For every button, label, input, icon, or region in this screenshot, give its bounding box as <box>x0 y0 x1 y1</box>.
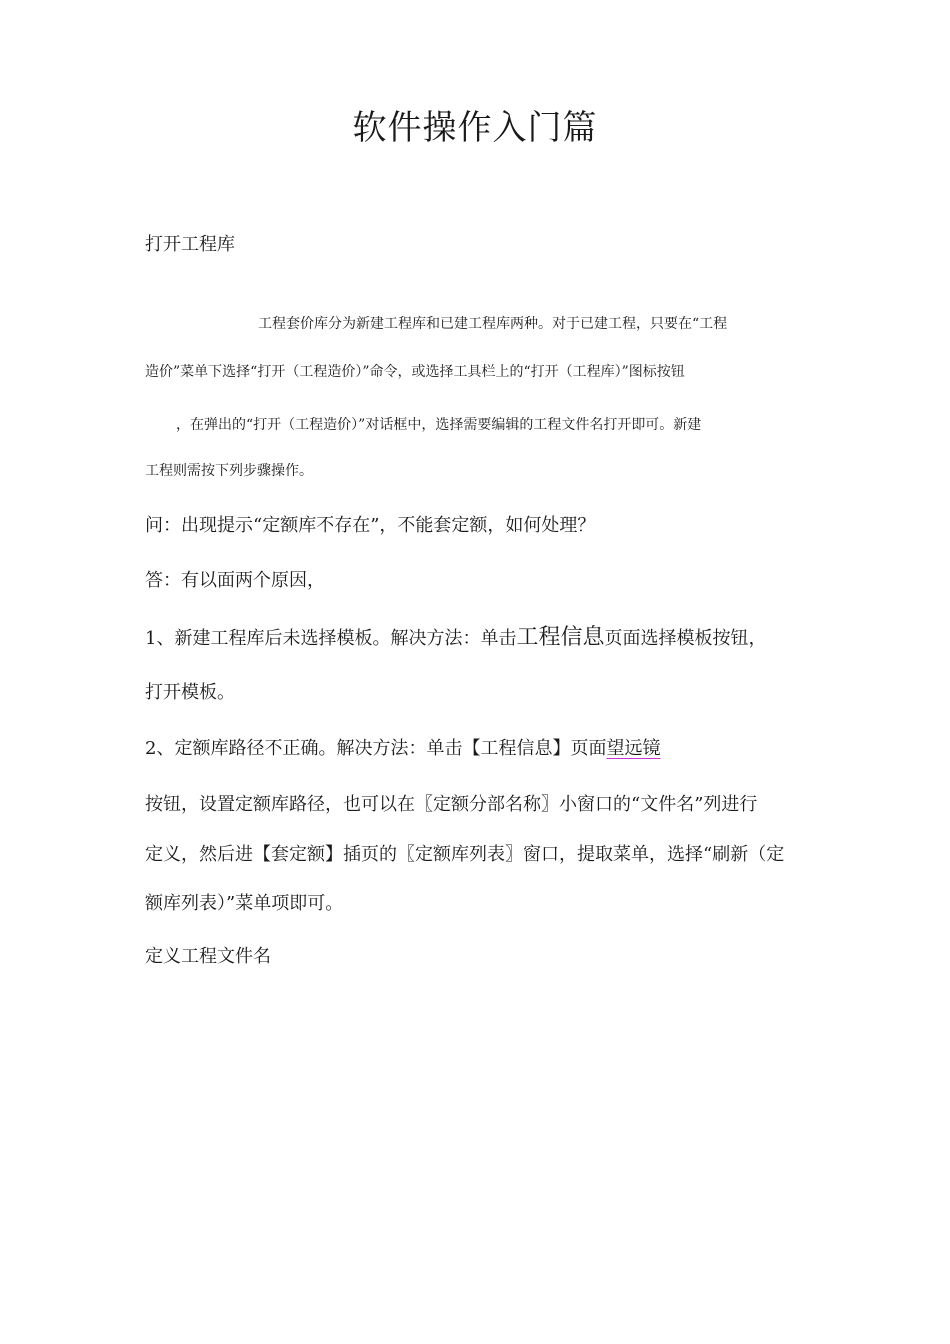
faq-answer-intro: 答：有以面两个原因， <box>145 570 325 591</box>
answer-item-2-line4: 额库列表）”菜单项即可。 <box>145 893 344 914</box>
paragraph-line: 造价”菜单下选择“打开（工程造价）”命令，或选择工具栏上的“打开（工程库）”图标按钮 <box>145 364 685 380</box>
answer-item-2-line3: 定义，然后进【套定额】插页的〖定额库列表〗窗口，提取菜单，选择“刷新（定 <box>145 844 785 865</box>
page-title: 软件操作入门篇 <box>352 108 598 148</box>
section-heading-define-filename: 定义工程文件名 <box>145 946 271 967</box>
answer-item-2-text: 2、定额库路径不正确。解决方法：单击【工程信息】页面 <box>145 738 607 759</box>
paragraph-line: ，在弹出的“打开（工程造价）”对话框中，选择需要编辑的工程文件名打开即可。新建 <box>176 417 702 433</box>
paragraph-line: 工程套价库分为新建工程库和已建工程库两种。对于已建工程，只要在“工程 <box>258 316 728 332</box>
paragraph-line: 工程则需按下列步骤操作。 <box>145 463 313 479</box>
answer-item-1-line2: 打开模板。 <box>145 682 235 703</box>
faq-question: 问：出现提示“定额库不存在”，不能套定额，如何处理？ <box>145 515 596 536</box>
answer-item-1 <box>145 620 766 651</box>
section-heading-open-project: 打开工程库 <box>145 234 235 255</box>
answer-item-1-text-end: 页面选择模板按钮， <box>604 628 767 649</box>
telescope-link[interactable]: 望远镜 <box>606 738 661 759</box>
project-info-label: 工程信息 <box>516 625 605 650</box>
answer-item-2-line2: 按钮，设置定额库路径，也可以在〖定额分部名称〗小窗口的“文件名”列进行 <box>145 794 758 815</box>
answer-item-1-text: 1、新建工程库后未选择模板。解决方法：单击 <box>145 628 517 649</box>
answer-item-2 <box>145 734 660 760</box>
